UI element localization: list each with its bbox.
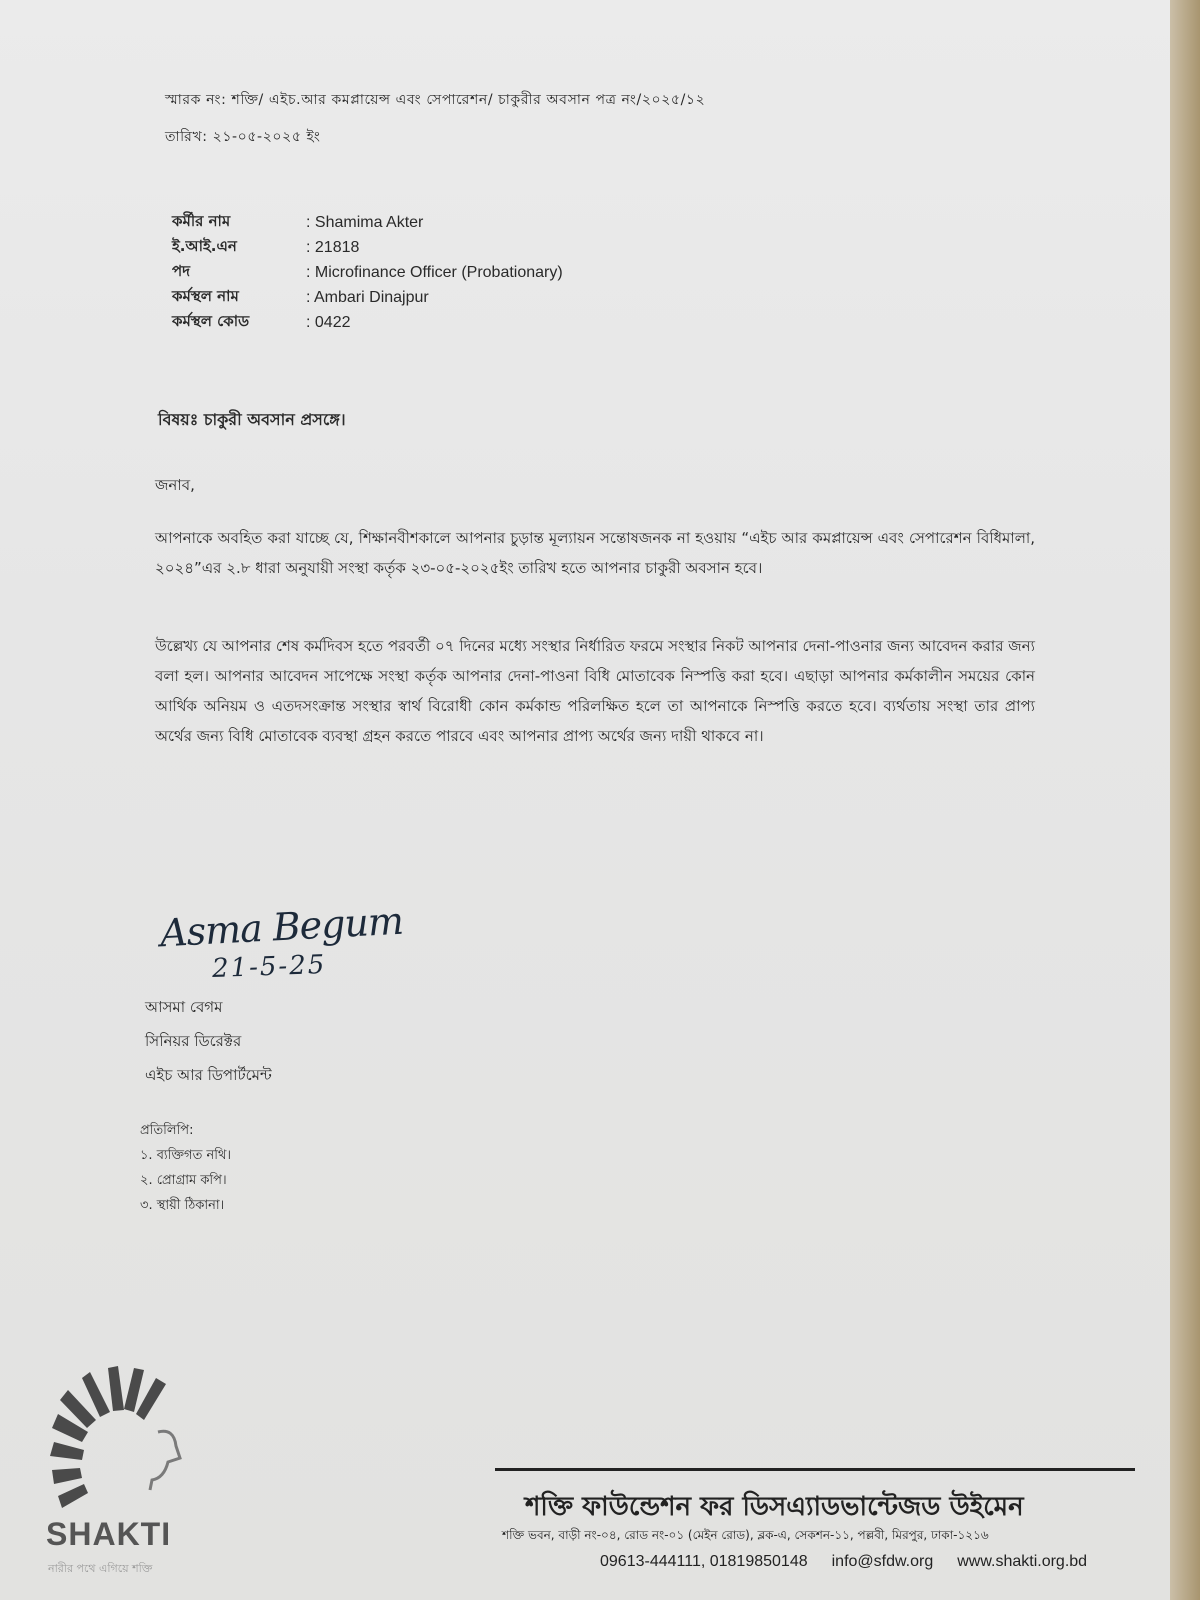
employee-name-row — [172, 210, 563, 235]
signatory-department: এইচ আর ডিপার্টমেন্ট — [145, 1066, 272, 1084]
employee-ein-row — [172, 235, 563, 260]
logo-tagline: নারীর পথে এগিয়ে শক্তি — [48, 1562, 153, 1575]
employee-info — [172, 210, 563, 335]
phone-numbers: 09613-444111, 01819850148 — [600, 1553, 808, 1570]
organization-address: শক্তি ভবন, বাড়ী নং-০৪, রোড নং-০১ (মেইন রোড), ব্লক-এ, সেকশন-১১, পল্লবী, মিরপুর, ঢাকা-১২১৬ — [502, 1528, 989, 1542]
info-label: কর্মস্থল নাম — [172, 287, 239, 305]
copy-distribution — [140, 1118, 231, 1218]
copies-heading: প্রতিলিপি: — [140, 1123, 194, 1138]
letter-subject: বিষয়ঃ চাকুরী অবসান প্রসঙ্গে। — [158, 410, 346, 429]
handwritten-signature: Asma Begum — [159, 898, 404, 956]
copy-item: ২. প্রোগ্রাম কপি। — [140, 1173, 227, 1188]
employee-designation-row — [172, 260, 563, 285]
info-label: পদ — [172, 262, 191, 280]
reference-number: স্মারক নং: শক্তি/ এইচ.আর কমপ্লায়েন্স এবং সেপারেশন/ চাকুরীর অবসান পত্র নং/২০২৫/১২ — [165, 92, 706, 108]
background-surface — [1170, 0, 1200, 1600]
letter-date: তারিখ: ২১-০৫-২০২৫ ইং — [165, 129, 321, 145]
copy-item: ১. ব্যক্তিগত নথি। — [140, 1148, 232, 1163]
info-label: কর্মীর নাম — [172, 212, 231, 230]
workplace-name-row — [172, 285, 563, 310]
workplace-code-row — [172, 310, 563, 335]
info-value: : Microfinance Officer (Probationary) — [306, 263, 563, 281]
logo-wordmark: SHAKTI — [46, 1516, 172, 1552]
copy-item: ৩. স্থায়ী ঠিকানা। — [140, 1198, 225, 1213]
info-value: : 0422 — [306, 313, 351, 331]
organization-name: শক্তি ফাউন্ডেশন ফর ডিসএ্যাডভান্টেজড উইমেন — [525, 1492, 1024, 1522]
body-paragraph: আপনাকে অবহিত করা যাচ্ছে যে, শিক্ষানবীশকালে আপনার চুড়ান্ত মূল্যায়ন সন্তোষজনক না হওয়ায় “এইচ আর কমপ্লায়েন্স এবং সেপারেশন বিধিমালা, ২০২৪”এর ২.৮ ধারা অনুযায়ী সংস্থা কর্তৃক ২৩-০৫-২০২৫ইং তারিখ হতে আপনার চাকুরী অবসান হবে। — [155, 529, 1035, 577]
signatory-block — [145, 990, 272, 1092]
info-value: : Shamima Akter — [306, 213, 424, 231]
body-paragraph: উল্লেখ্য যে আপনার শেষ কর্মদিবস হতে পরবর্তী ০৭ দিনের মধ্যে সংস্থার নির্ধারিত ফরমে সংস্থার নিকট আপনার দেনা-পাওনার জন্য আবেদন করার জন্য বলা হল। আপনার আবেদন সাপেক্ষে সংস্থা কর্তৃক আপনার দেনা-পাওনা বিধি মোতাবেক নিস্পত্তি করা হবে। এছাড়া আপনার কর্মকালীন সময়ের কোন আর্থিক অনিয়ম ও এতদসংক্রান্ত সংস্থার স্বার্থ বিরোধী কোন কর্মকান্ড পরিলক্ষিত হলে তা আপনাকে নিস্পত্তি করতে হবে। ব্যর্থতায় সংস্থা তার প্রাপ্য অর্থের জন্য বিধি মোতাবেক ব্যবস্থা গ্রহন করতে পারবে এবং আপনার প্রাপ্য অর্থের জন্য দায়ী থাকবে না। — [155, 637, 1035, 745]
info-value: : 21818 — [306, 238, 360, 256]
handwritten-signature-date: 21-5-25 — [211, 950, 327, 984]
website-link[interactable]: www.shakti.org.bd — [957, 1553, 1088, 1570]
info-label: কর্মস্থল কোড — [172, 312, 250, 330]
signatory-name: আসমা বেগম — [145, 998, 223, 1016]
info-label: ই.আই.এন — [172, 237, 237, 255]
organization-contacts — [600, 1553, 1087, 1571]
signatory-title: সিনিয়র ডিরেক্টর — [145, 1032, 242, 1050]
footer-divider — [495, 1468, 1135, 1471]
info-value: : Ambari Dinajpur — [306, 288, 429, 306]
email-address: info@sfdw.org — [831, 1553, 934, 1570]
salutation: জনাব, — [155, 476, 195, 494]
